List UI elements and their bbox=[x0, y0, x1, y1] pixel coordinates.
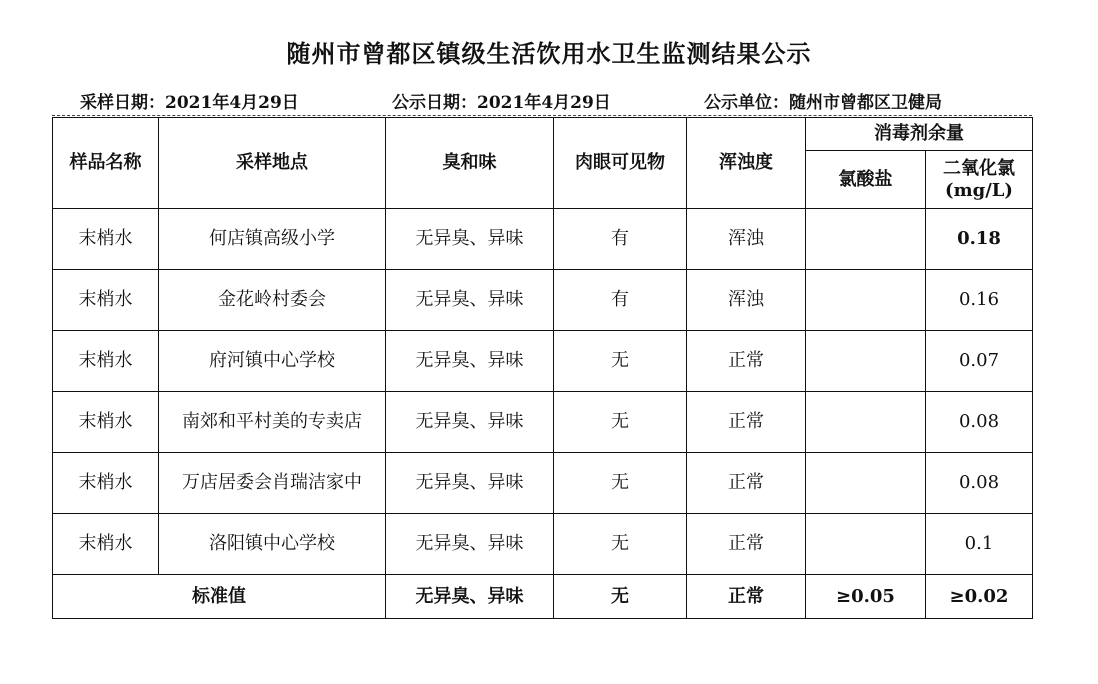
header-odor: 臭和味 bbox=[386, 118, 554, 209]
chlorate-cell bbox=[806, 270, 926, 331]
sample-cell: 末梢水 bbox=[53, 331, 159, 392]
table-row bbox=[53, 270, 1033, 331]
chlorine-dioxide-cell: 0.16 bbox=[926, 270, 1033, 331]
table-row bbox=[53, 514, 1033, 575]
header-row-1 bbox=[53, 118, 1033, 151]
header-turbidity: 浑浊度 bbox=[687, 118, 806, 209]
chlorine-dioxide-cell: 0.18 bbox=[926, 209, 1033, 270]
odor-cell: 无异臭、异味 bbox=[386, 392, 554, 453]
odor-cell: 无异臭、异味 bbox=[386, 453, 554, 514]
chlorate-cell bbox=[806, 392, 926, 453]
visible-cell: 无 bbox=[554, 514, 687, 575]
chlorate-cell bbox=[806, 453, 926, 514]
sample-cell: 末梢水 bbox=[53, 392, 159, 453]
visible-cell: 无 bbox=[554, 453, 687, 514]
visible-cell: 无 bbox=[554, 331, 687, 392]
header-chlorate: 氯酸盐 bbox=[806, 151, 926, 209]
chlorate-cell bbox=[806, 331, 926, 392]
results-table bbox=[52, 117, 1033, 619]
meta-divider bbox=[52, 115, 1032, 116]
table-row bbox=[53, 209, 1033, 270]
visible-cell: 有 bbox=[554, 270, 687, 331]
sample-cell: 末梢水 bbox=[53, 514, 159, 575]
standard-turbidity: 正常 bbox=[687, 575, 806, 619]
sample-cell: 末梢水 bbox=[53, 453, 159, 514]
chlorine-dioxide-cell: 0.1 bbox=[926, 514, 1033, 575]
turbidity-cell: 正常 bbox=[687, 392, 806, 453]
header-chlorine-dioxide-unit: (mg/L) bbox=[945, 179, 1013, 201]
location-cell: 金花岭村委会 bbox=[159, 270, 386, 331]
standard-odor: 无异臭、异味 bbox=[386, 575, 554, 619]
turbidity-cell: 正常 bbox=[687, 453, 806, 514]
publish-date: 公示日期：2021年4月29日 bbox=[392, 93, 611, 113]
table-row bbox=[53, 392, 1033, 453]
standard-chlorate: ≥0.05 bbox=[806, 575, 926, 619]
document-meta bbox=[52, 88, 1032, 112]
chlorine-dioxide-cell: 0.07 bbox=[926, 331, 1033, 392]
chlorate-cell bbox=[806, 209, 926, 270]
header-chlorine-dioxide-label: 二氧化氯 bbox=[943, 157, 1015, 179]
standard-label: 标准值 bbox=[53, 575, 386, 619]
chlorate-cell bbox=[806, 514, 926, 575]
odor-cell: 无异臭、异味 bbox=[386, 514, 554, 575]
turbidity-cell: 正常 bbox=[687, 331, 806, 392]
header-sample-name: 样品名称 bbox=[53, 118, 159, 209]
table-row bbox=[53, 453, 1033, 514]
header-location: 采样地点 bbox=[159, 118, 386, 209]
chlorine-dioxide-cell: 0.08 bbox=[926, 392, 1033, 453]
standard-chlorine-dioxide: ≥0.02 bbox=[926, 575, 1033, 619]
page-title: 随州市曾都区镇级生活饮用水卫生监测结果公示 bbox=[286, 40, 812, 68]
table-row bbox=[53, 331, 1033, 392]
odor-cell: 无异臭、异味 bbox=[386, 209, 554, 270]
location-cell: 万店居委会肖瑞洁家中 bbox=[159, 453, 386, 514]
header-chlorine-dioxide bbox=[926, 151, 1033, 209]
turbidity-cell: 浑浊 bbox=[687, 209, 806, 270]
standard-visible: 无 bbox=[554, 575, 687, 619]
header-disinfectant: 消毒剂余量 bbox=[806, 118, 1033, 151]
chlorine-dioxide-cell: 0.08 bbox=[926, 453, 1033, 514]
sample-cell: 末梢水 bbox=[53, 209, 159, 270]
location-cell: 府河镇中心学校 bbox=[159, 331, 386, 392]
location-cell: 何店镇高级小学 bbox=[159, 209, 386, 270]
location-cell: 洛阳镇中心学校 bbox=[159, 514, 386, 575]
standard-row bbox=[53, 575, 1033, 619]
turbidity-cell: 正常 bbox=[687, 514, 806, 575]
publisher: 公示单位：随州市曾都区卫健局 bbox=[704, 93, 942, 113]
odor-cell: 无异臭、异味 bbox=[386, 270, 554, 331]
sampling-date: 采样日期：2021年4月29日 bbox=[80, 93, 299, 113]
turbidity-cell: 浑浊 bbox=[687, 270, 806, 331]
visible-cell: 有 bbox=[554, 209, 687, 270]
location-cell: 南郊和平村美的专卖店 bbox=[159, 392, 386, 453]
odor-cell: 无异臭、异味 bbox=[386, 331, 554, 392]
sample-cell: 末梢水 bbox=[53, 270, 159, 331]
visible-cell: 无 bbox=[554, 392, 687, 453]
header-visible: 肉眼可见物 bbox=[554, 118, 687, 209]
